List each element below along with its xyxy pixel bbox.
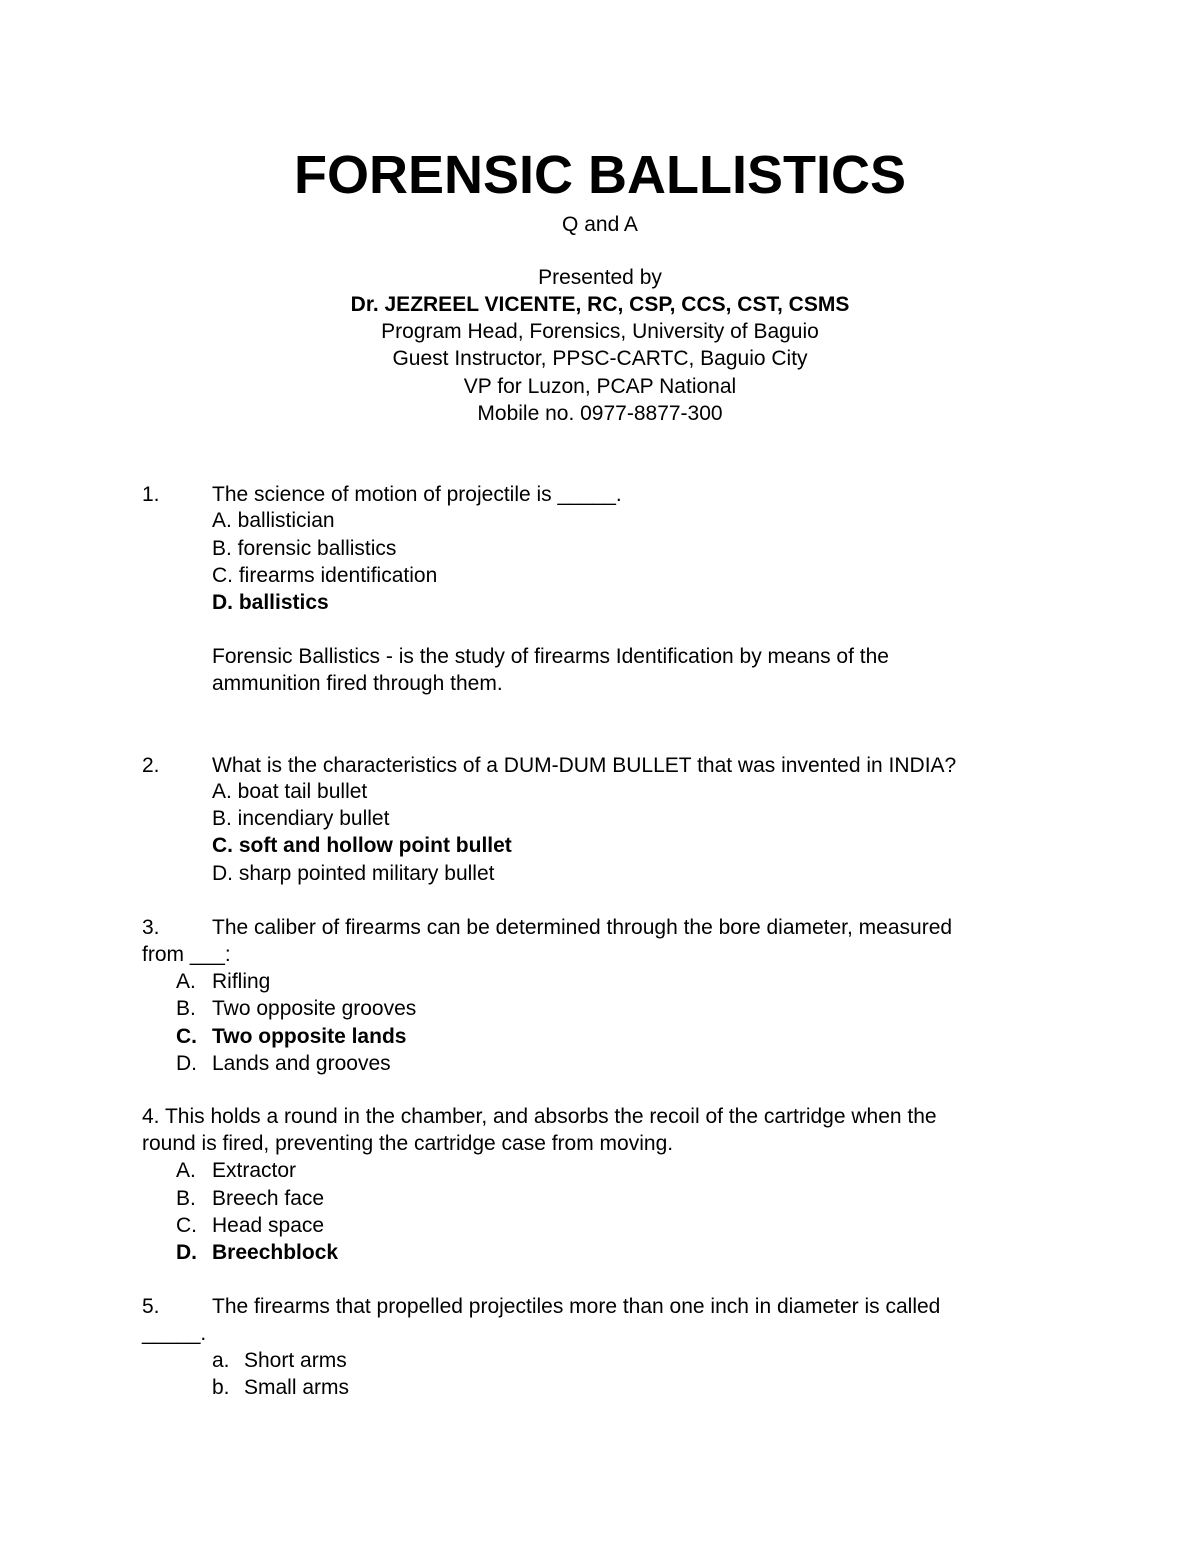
explanation-text: Forensic Ballistics - is the study of firearms Identification by means of the xyxy=(212,645,889,668)
document-subtitle: Q and A xyxy=(562,213,638,236)
correct-answer-option: Two opposite lands xyxy=(212,1025,407,1048)
presented-by-label: Presented by xyxy=(538,266,662,289)
presenter-line: Guest Instructor, PPSC-CARTC, Baguio City xyxy=(392,347,808,370)
question-number: 1. xyxy=(142,483,160,506)
answer-option: Rifling xyxy=(212,970,271,993)
question-text: _____. xyxy=(142,1322,207,1345)
option-letter: C. xyxy=(176,1214,197,1237)
option-letter: b. xyxy=(212,1376,230,1399)
correct-answer-option: D. ballistics xyxy=(212,591,329,614)
question-text: 4. This holds a round in the chamber, and absorbs the recoil of the cartridge when the xyxy=(142,1105,937,1128)
presenter-line: VP for Luzon, PCAP National xyxy=(463,375,737,398)
answer-option: A. boat tail bullet xyxy=(212,780,368,803)
answer-option: B. forensic ballistics xyxy=(212,537,397,560)
answer-option: Short arms xyxy=(244,1349,347,1372)
answer-option: Small arms xyxy=(244,1376,350,1399)
question-text: round is fired, preventing the cartridge case from moving. xyxy=(142,1132,674,1155)
document-title: FORENSIC BALLISTICS xyxy=(293,145,906,205)
option-letter: C. xyxy=(176,1025,197,1048)
option-letter: B. xyxy=(176,997,196,1020)
option-letter: D. xyxy=(176,1241,197,1264)
presenter-line: Mobile no. 0977-8877-300 xyxy=(477,402,723,425)
answer-option: Lands and grooves xyxy=(212,1052,391,1075)
presenter-line: Program Head, Forensics, University of Baguio xyxy=(381,320,819,343)
question-text: The caliber of firearms can be determined through the bore diameter, measured xyxy=(212,916,953,939)
answer-option: Head space xyxy=(212,1214,325,1237)
question-text: from ___: xyxy=(142,943,231,966)
correct-answer-option: C. soft and hollow point bullet xyxy=(212,834,512,857)
presenter-name: Dr. JEZREEL VICENTE, RC, CSP, CCS, CST, CSMS xyxy=(350,293,850,316)
option-letter: A. xyxy=(176,970,196,993)
question-text: What is the characteristics of a DUM-DUM BULLET that was invented in INDIA? xyxy=(212,754,957,777)
answer-option: Breech face xyxy=(212,1187,325,1210)
answer-option: Extractor xyxy=(212,1159,297,1182)
option-letter: a. xyxy=(212,1349,230,1372)
option-letter: B. xyxy=(176,1187,196,1210)
answer-option: Two opposite grooves xyxy=(212,997,417,1020)
explanation-text: ammunition fired through them. xyxy=(212,672,503,695)
option-letter: D. xyxy=(176,1052,197,1075)
question-number: 2. xyxy=(142,754,160,777)
question-text: The firearms that propelled projectiles more than one inch in diameter is called xyxy=(212,1295,941,1318)
correct-answer-option: Breechblock xyxy=(212,1241,339,1264)
answer-option: A. ballistician xyxy=(212,509,335,532)
option-letter: A. xyxy=(176,1159,196,1182)
question-number: 5. xyxy=(142,1295,160,1318)
question-number: 3. xyxy=(142,916,160,939)
answer-option: D. sharp pointed military bullet xyxy=(212,862,495,885)
answer-option: B. incendiary bullet xyxy=(212,807,390,830)
question-text: The science of motion of projectile is _____. xyxy=(212,483,622,506)
answer-option: C. firearms identification xyxy=(212,564,438,587)
